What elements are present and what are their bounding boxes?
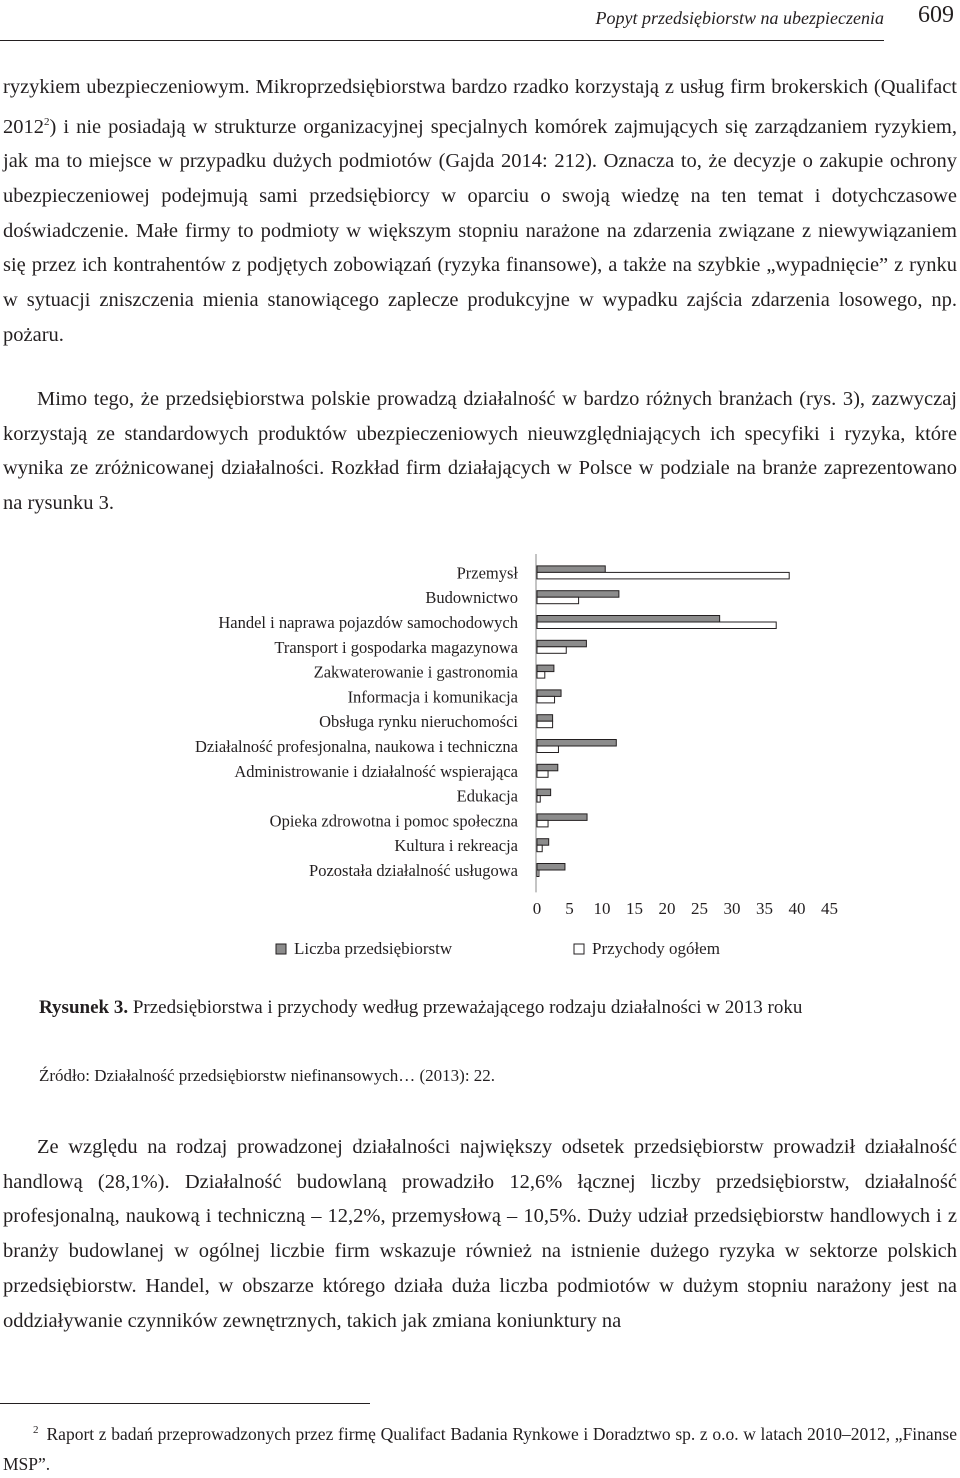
bar-liczba (537, 715, 553, 722)
figure-source: Źródło: Działalność przedsiębiorstw niefinansowych… (2013): 22. (39, 1066, 496, 1085)
footnote-number: 2 (33, 1424, 39, 1436)
para1-text-b: ) i nie posiadają w strukturze organizacyjnej specjalnych komórek zajmujących się zarządzaniem ryzykiem, jak ma to miejsce w przypadku dużych podmiotów (Gajda 2014: 212). Oznacza to, że decyzje o zakupie ochrony ubezpieczeniowej podejmują sami przedsiębiorcy w oparciu o swoją wiedzę na ten temat i dotychczasowe doświadczenie. Małe firmy to podmioty w większym stopniu narażone na zdarzenia związane z niewywiązaniem się przez ich kontrahentów z podjętych zobowiązań (ryzyka finansowe), a także na szybkie „wypadnięcie” z rynku w sytuacji zniszczenia mienia stanowiącego zaplecze produkcyjne w wypadku zajścia zdarzenia losowego, np. pożaru. (3, 115, 957, 346)
legend-label: Liczba przedsiębiorstw (294, 939, 453, 958)
bar-przychody (537, 572, 789, 579)
caption-text: Przedsiębiorstwa i przychody według przeważającego rodzaju działalności w 2013 roku (128, 997, 803, 1018)
bar-liczba (537, 814, 587, 821)
bar-liczba (537, 616, 720, 623)
bar-przychody (537, 696, 555, 703)
category-label: Obsługa rynku nieruchomości (319, 712, 518, 732)
category-label: Pozostała działalność usługowa (309, 861, 518, 880)
bar-liczba (537, 789, 551, 796)
bar-przychody (537, 622, 776, 629)
bar-przychody (537, 746, 558, 753)
body-paragraph-3 (3, 1130, 957, 1338)
x-tick-label: 20 (658, 899, 676, 918)
bar-liczba (537, 740, 616, 747)
x-tick-label: 45 (821, 899, 838, 918)
bar-liczba (537, 591, 619, 598)
category-label: Informacja i komunikacja (347, 687, 518, 707)
x-tick-label: 5 (565, 899, 574, 918)
para3-text: Ze względu na rodzaj prowadzonej działalności największy odsetek przedsiębiorstw prowadził działalność handlową (28,1%). Działalność budowlaną prowadziło 12,6% łącznej liczby przedsiębiorstw, działalność profesjonalną, naukową i techniczną – 12,2%, przemysłową – 10,5%. Duży udział przedsiębiorstw handlowych i z branży budowlanej w ogólnej liczbie firm wskazuje również na istnienie dużego ryzyka w sektorze polskich przedsiębiorstw. Handel, w obszarze którego działa duża liczba podmiotów w dużym stopniu narażony jest na oddziaływanie czynników zewnętrznych, takich jak zmiana koniunktury na (3, 1136, 957, 1332)
bar-przychody (537, 672, 545, 679)
para2-text: Mimo tego, że przedsiębiorstwa polskie prowadzą działalność w bardzo różnych branżach (rys. 3), zazwyczaj korzystają ze standardowych produktów ubezpieczeniowych nieuwzględniających ich specyfiki i ryzyka, które wynika ze zróżnicowanej działalności. Rozkład firm działających w Polsce w podziale na branże zaprezentowano na rysunku 3. (3, 388, 957, 515)
body-paragraph-1 (3, 70, 957, 352)
category-label: Zakwaterowanie i gastronomia (313, 662, 518, 682)
bar-przychody (537, 820, 548, 827)
category-label: Działalność profesjonalna, naukowa i techniczna (195, 737, 518, 756)
footnote-text: Raport z badań przeprowadzonych przez firmę Qualifact Badania Rynkowe i Doradztwo sp. z o.o. w latach 2010–2012, „Finanse MSP”. (3, 1424, 957, 1474)
bar-liczba (537, 839, 549, 846)
bar-liczba (537, 864, 565, 871)
running-title: Popyt przedsiębiorstw na ubezpieczenia (595, 8, 884, 28)
bar-przychody (537, 870, 539, 877)
body-paragraph-2 (3, 382, 957, 521)
category-label: Administrowanie i działalność wspierająca (234, 761, 518, 781)
bar-przychody (537, 771, 548, 778)
legend-swatch-przychody (574, 944, 584, 954)
legend-swatch-liczba (276, 944, 286, 954)
footnote (3, 1421, 957, 1478)
bar-przychody (537, 597, 579, 604)
category-label: Transport i gospodarka magazynowa (274, 637, 518, 657)
x-tick-label: 0 (532, 899, 542, 918)
category-label: Budownictwo (425, 588, 518, 608)
bar-przychody (537, 721, 553, 728)
category-label: Opieka zdrowotna i pomoc społeczna (269, 811, 518, 831)
bar-przychody (537, 845, 542, 852)
footnote-rule (0, 1403, 370, 1404)
caption-label: Rysunek 3. (39, 997, 129, 1018)
page-number: 609 (918, 2, 954, 28)
para1-text-a: ryzykiem ubezpieczeniowym. Mikroprzedsiębiorstwa bardzo rzadko korzystają z usług firm brokerskich (Qualifact 2012 (3, 76, 957, 138)
bar-liczba (537, 764, 558, 771)
legend-label: Przychody ogółem (592, 939, 720, 958)
x-tick-label: 25 (691, 899, 708, 918)
x-tick-label: 40 (788, 899, 806, 918)
bar-liczba (537, 690, 561, 697)
bar-przychody (537, 796, 540, 803)
x-tick-label: 30 (723, 899, 741, 918)
category-label: Kultura i rekreacja (394, 836, 518, 856)
bar-liczba (537, 665, 554, 672)
bar-przychody (537, 647, 566, 654)
x-tick-label: 15 (626, 899, 643, 918)
category-label: Edukacja (456, 786, 518, 806)
running-header (0, 2, 960, 42)
category-label: Handel i naprawa pojazdów samochodowych (218, 613, 518, 632)
footnote-ref: 2 (44, 115, 50, 128)
header-rule (0, 40, 884, 41)
bar-chart (0, 548, 960, 968)
bar-liczba (537, 640, 586, 647)
x-tick-label: 35 (756, 899, 773, 918)
category-label: Przemysł (456, 563, 518, 583)
figure-caption (39, 994, 929, 1022)
x-tick-label: 10 (593, 899, 611, 918)
bar-liczba (537, 566, 605, 573)
